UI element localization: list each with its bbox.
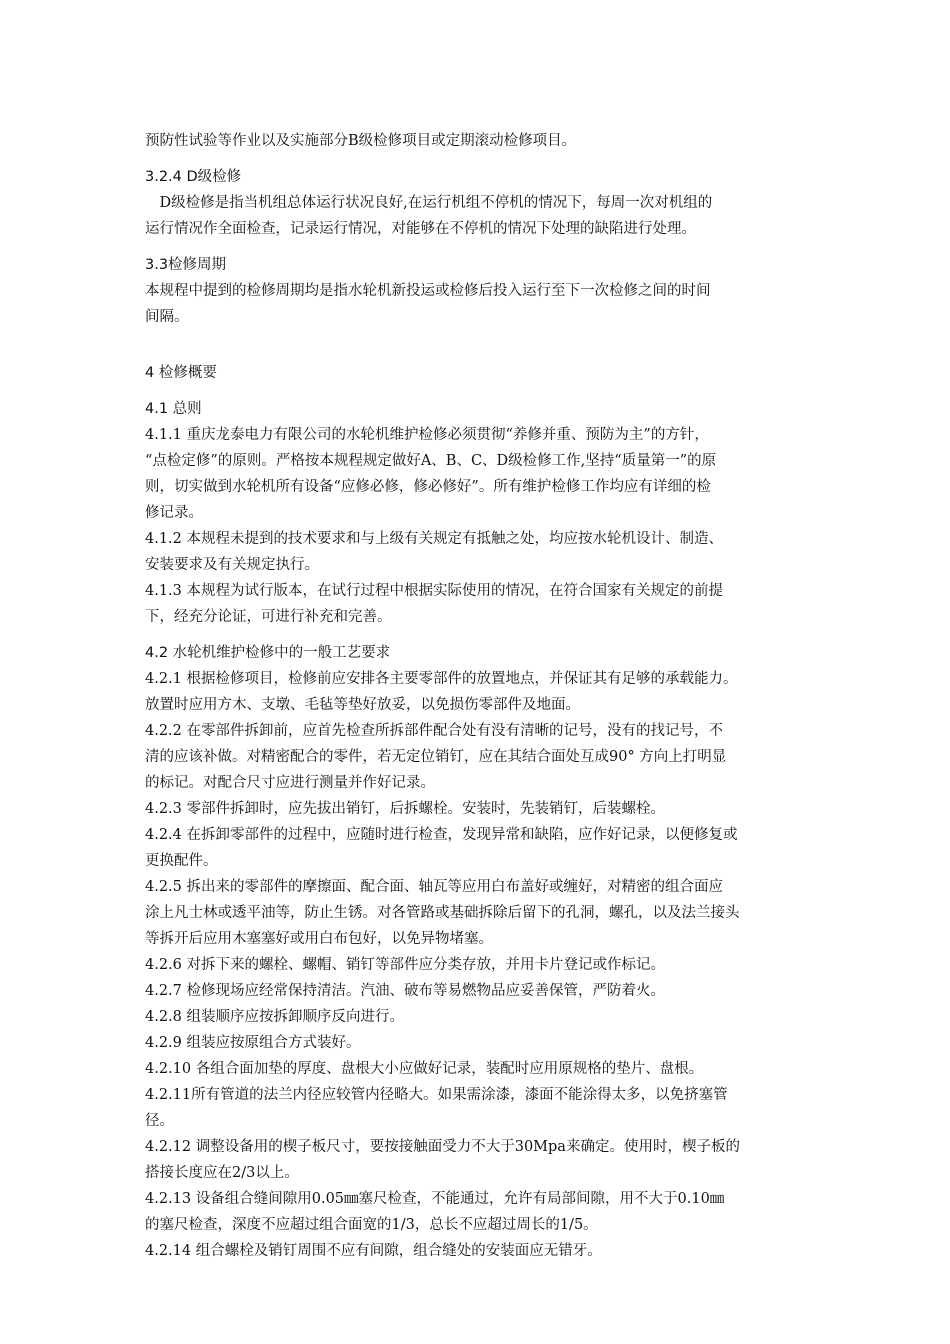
text-line: 放置时应用方木、支墩、毛毡等垫好放妥，以免损伤零部件及地面。 — [145, 697, 580, 713]
text-line: 等拆开后应用木塞塞好或用白布包好，以免异物堵塞。 — [145, 931, 493, 947]
text-line: 4.2.6 对拆下来的螺栓、螺帽、销钉等部件应分类存放，并用卡片登记或作标记。 — [145, 957, 666, 973]
section-heading-3-2-4: 3.2.4 D级检修 — [145, 169, 242, 185]
text-line: 的标记。对配合尺寸应进行测量并作好记录。 — [145, 775, 435, 791]
text-line: 4.2.12 调整设备用的楔子板尺寸，要按接触面受力不大于30Mpa来确定。使用时，楔子板的 — [145, 1139, 740, 1155]
text-line: 4.2.7 检修现场应经常保持清洁。汽油、破布等易燃物品应妥善保管，严防着火。 — [145, 983, 666, 999]
text-line: 下，经充分论证，可进行补充和完善。 — [145, 609, 392, 625]
text-line: 更换配件。 — [145, 853, 218, 869]
text-line: 4.2.4 在拆卸零部件的过程中，应随时进行检查，发现异常和缺陷，应作好记录，以便修复或 — [145, 827, 738, 843]
text-line: 4.2.5 拆出来的零部件的摩擦面、配合面、轴瓦等应用白布盖好或缠好，对精密的组合面应 — [145, 879, 723, 895]
text-line: 4.2.10 各组合面加垫的厚度、盘根大小应做好记录，装配时应用原规格的垫片、盘根。 — [145, 1061, 704, 1077]
text-line: 4.2.3 零部件拆卸时，应先拔出销钉，后拆螺栓。安装时，先装销钉，后装螺栓。 — [145, 801, 666, 817]
document-page — [145, 128, 810, 1264]
text-line: D级检修是指当机组总体运行状况良好,在运行机组不停机的情况下，每周一次对机组的 — [145, 195, 713, 211]
spacer — [145, 242, 810, 252]
text-line: 径。 — [145, 1113, 174, 1129]
text-line: 4.1.1 重庆龙泰电力有限公司的水轮机维护检修必须贯彻“养修并重、预防为主”的方针， — [145, 427, 709, 443]
text-line: 4.2.1 根据检修项目，检修前应安排各主要零部件的放置地点，并保证其有足够的承载能力。 — [145, 671, 738, 687]
text-line: 预防性试验等作业以及实施部分B级检修项目或定期滚动检修项目。 — [145, 133, 577, 149]
spacer — [145, 154, 810, 164]
text-line: 4.1.2 本规程未提到的技术要求和与上级有关规定有抵触之处，均应按水轮机设计、制造、 — [145, 531, 723, 547]
text-line: 清的应该补做。对精密配合的零件，若无定位销钉，应在其结合面处互成90° 方向上打明显 — [145, 749, 727, 765]
text-line: 4.2.11所有管道的法兰内径应较管内径略大。如果需涂漆，漆面不能涂得太多，以免挤塞管 — [145, 1087, 728, 1103]
text-line: 4.2.2 在零部件拆卸前，应首先检查所拆部件配合处有没有清晰的记号，没有的找记号，不 — [145, 723, 723, 739]
section-heading-3-3: 3.3检修周期 — [145, 257, 227, 273]
text-line: 则，切实做到水轮机所有设备“应修必修，修必修好”。所有维护检修工作均应有详细的检 — [145, 479, 711, 495]
spacer — [145, 630, 810, 640]
text-line: 4.2.8 组装顺序应按拆卸顺序反向进行。 — [145, 1009, 405, 1025]
section-heading-4: 4 检修概要 — [145, 365, 217, 381]
text-line: 运行情况作全面检查，记录运行情况，对能够在不停机的情况下处理的缺陷进行处理。 — [145, 221, 696, 237]
text-line: 间隔。 — [145, 309, 189, 325]
text-line: 4.1.3 本规程为试行版本，在试行过程中根据实际使用的情况，在符合国家有关规定的前提 — [145, 583, 723, 599]
text-line: 修记录。 — [145, 505, 203, 521]
section-heading-4-2: 4.2 水轮机维护检修中的一般工艺要求 — [145, 645, 391, 661]
text-line: 4.2.9 组装应按原组合方式装好。 — [145, 1035, 361, 1051]
text-line: 本规程中提到的检修周期均是指水轮机新投运或检修后投入运行至下一次检修之间的时间 — [145, 283, 711, 299]
text-line: “点检定修”的原则。严格按本规程规定做好A、B、C、D级检修工作,坚持“质量第一”的原 — [145, 453, 717, 469]
spacer — [145, 330, 810, 360]
text-line: 4.2.13 设备组合缝间隙用0.05㎜塞尺检查，不能通过，允许有局部间隙，用不大于0.10㎜ — [145, 1191, 725, 1207]
text-line: 4.2.14 组合螺栓及销钉周围不应有间隙，组合缝处的安装面应无错牙。 — [145, 1243, 602, 1259]
spacer — [145, 386, 810, 396]
text-line: 搭接长度应在2/3以上。 — [145, 1165, 299, 1181]
text-line: 涂上凡士林或透平油等，防止生锈。对各管路或基础拆除后留下的孔洞，螺孔，以及法兰接头 — [145, 905, 740, 921]
text-line: 安装要求及有关规定执行。 — [145, 557, 319, 573]
text-line: 的塞尺检查，深度不应超过组合面宽的1/3，总长不应超过周长的1/5。 — [145, 1217, 598, 1233]
section-heading-4-1: 4.1 总则 — [145, 401, 202, 417]
